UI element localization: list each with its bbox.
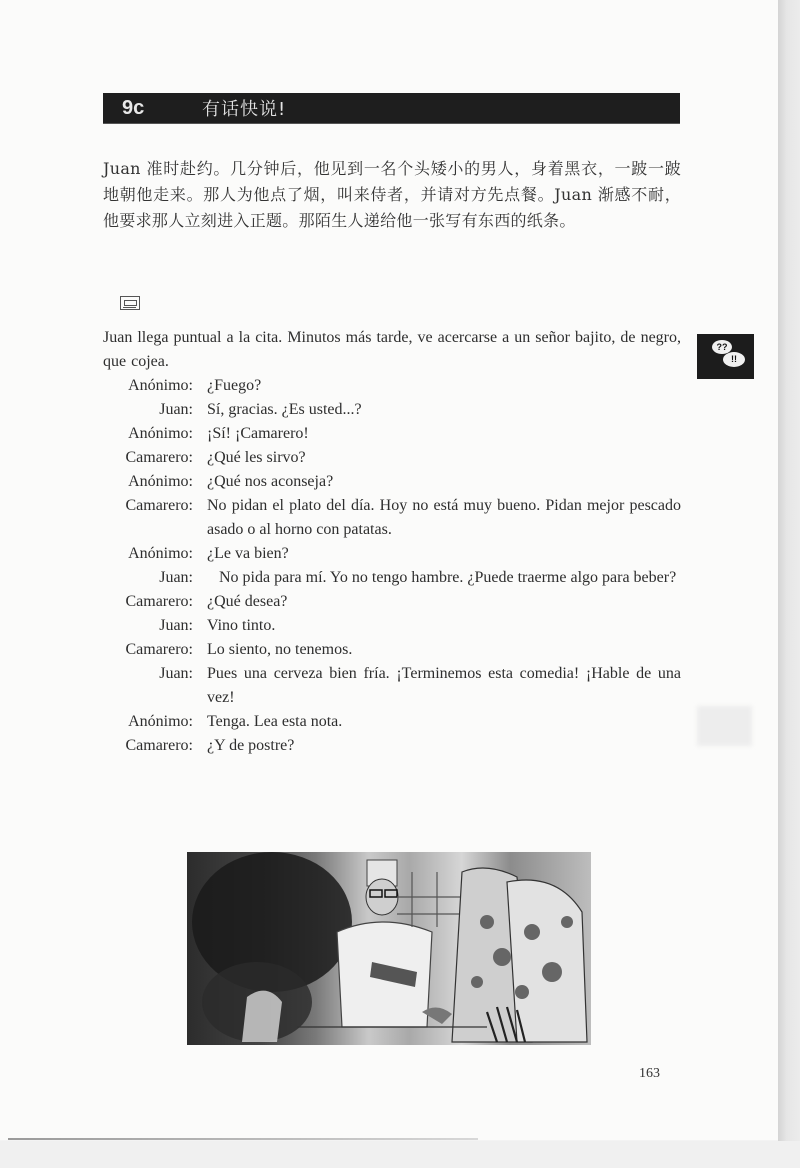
- dialogue-line: [103, 734, 681, 758]
- chinese-intro-paragraph: Juan 准时赴约。几分钟后，他见到一名个头矮小的男人，身着黑衣，一跛一跛地朝他走来。那人为他点了烟，叫来侍者，并请对方先点餐。Juan 渐感不耐，他要求那人立刻进入正题。那陌生人递给他一张写有东西的纸条。: [103, 159, 681, 230]
- speaker: Anónimo:: [128, 377, 193, 394]
- dialogue-line: [103, 374, 681, 398]
- dialogue-line: [103, 590, 681, 614]
- speaker: Anónimo:: [128, 713, 193, 730]
- utterance: Vino tinto.: [207, 617, 276, 634]
- dialogue-line: [103, 638, 681, 662]
- section-header: [103, 93, 680, 123]
- page-number: 163: [639, 1066, 660, 1081]
- dialogue-line: [103, 542, 681, 566]
- speaker: Camarero:: [125, 737, 193, 754]
- sketch-drawing: [187, 852, 591, 1045]
- utterance: No pida para mí. Yo no tengo hambre. ¿Puede traerme algo para beber?: [219, 569, 677, 586]
- dialogue-line: [103, 470, 681, 494]
- speaker: Camarero:: [125, 641, 193, 658]
- speaker: Juan:: [159, 617, 193, 634]
- utterance: ¿Fuego?: [207, 377, 262, 394]
- dialogue-line: [103, 662, 681, 710]
- speaker: Juan:: [159, 401, 193, 418]
- speaker: Juan:: [159, 665, 193, 682]
- dialogue-line: [103, 398, 681, 422]
- speaker: Camarero:: [125, 497, 193, 514]
- dialogue-line: [103, 422, 681, 446]
- speech-bubbles-icon: [697, 334, 754, 379]
- utterance: Lo siento, no tenemos.: [207, 641, 353, 658]
- dialogue-line: [103, 710, 681, 734]
- utterance: Sí, gracias. ¿Es usted...?: [207, 401, 362, 418]
- page-edge: [8, 1138, 478, 1140]
- utterance: ¿Qué nos aconseja?: [207, 473, 334, 490]
- speaker: Juan:: [159, 569, 193, 586]
- speaker: Anónimo:: [128, 425, 193, 442]
- restaurant-illustration: [187, 852, 591, 1045]
- narrative-paragraph: Juan llega puntual a la cita. Minutos más tarde, ve acercarse a un señor bajito, de negro, que cojea.: [103, 329, 681, 370]
- speaker: Anónimo:: [128, 473, 193, 490]
- utterance: Tenga. Lea esta nota.: [207, 713, 343, 730]
- utterance: No pidan el plato del día. Hoy no está muy bueno. Pidan mejor pescado asado o al horno con patatas.: [207, 497, 681, 538]
- dialogue: [103, 374, 681, 758]
- utterance: Pues una cerveza bien fría. ¡Terminemos esta comedia! ¡Hable de una vez!: [207, 665, 681, 706]
- speaker: Camarero:: [125, 449, 193, 466]
- bubble-exclaim: !!: [723, 352, 745, 367]
- section-title: 有话快说!: [202, 99, 287, 120]
- dialogue-line: [103, 494, 681, 542]
- cassette-icon: [120, 296, 140, 310]
- speaker: Camarero:: [125, 593, 193, 610]
- section-number: 9c: [122, 96, 145, 119]
- utterance: ¿Y de postre?: [207, 737, 295, 754]
- dialogue-line: [103, 566, 681, 590]
- faded-side-tab: [697, 706, 752, 746]
- under-page-area: [0, 1141, 800, 1168]
- bubble-question: ??: [712, 340, 732, 354]
- dialogue-line: [103, 614, 681, 638]
- speaker: Anónimo:: [128, 545, 193, 562]
- utterance: ¿Le va bien?: [207, 545, 289, 562]
- utterance: ¿Qué desea?: [207, 593, 288, 610]
- dialogue-line: [103, 446, 681, 470]
- utterance: ¡Sí! ¡Camarero!: [207, 425, 309, 442]
- utterance: ¿Qué les sirvo?: [207, 449, 306, 466]
- book-gutter: [778, 0, 800, 1168]
